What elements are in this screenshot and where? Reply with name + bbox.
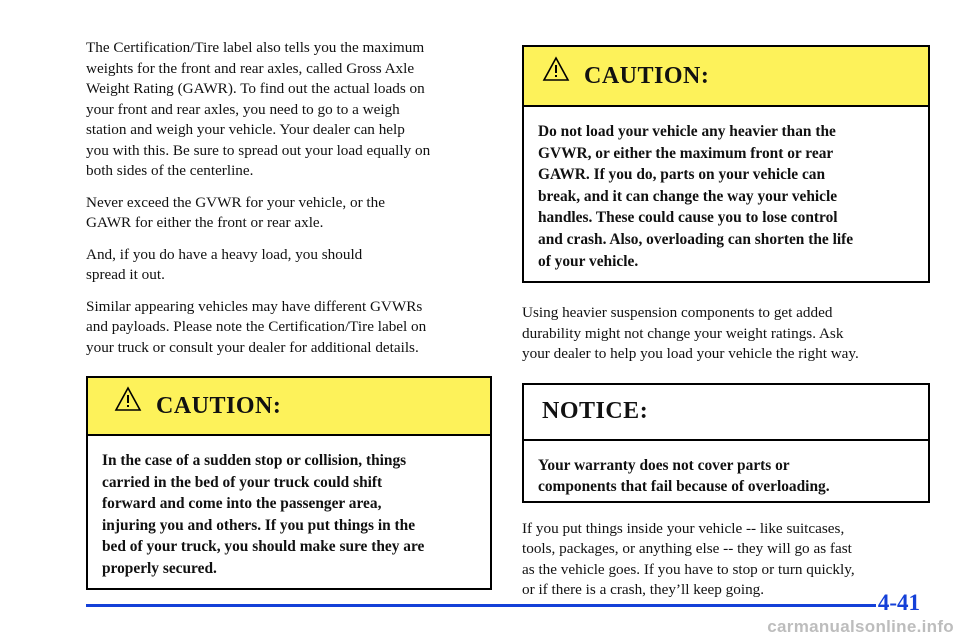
paragraph-gawr: The Certification/Tire label also tells you the maximum weights for the front and rear axles, called Gross Axle Weight Rating (GAWR). To find out the actual loads on your front and rear axles, you need to go to a weigh station and weigh your vehicle. Your dealer can help you with this. Be sure to spread out your load equally on both sides of the centerline.	[86, 39, 431, 179]
paragraph-gvwr: Never exceed the GVWR for your vehicle, or the GAWR for either the front or rear axle.	[86, 193, 385, 231]
caution-box-overload	[522, 45, 930, 283]
notice-body: Your warranty does not cover parts or components that fail because of overloading.	[538, 456, 830, 496]
caution-body: In the case of a sudden stop or collision, things carried in the bed of your truck could shift forward and come into the passenger area, injuring you and others. If you put things in the bed of your truck, you should make sure they are properly secured.	[102, 452, 425, 577]
footer-rule	[86, 604, 876, 607]
page-number: 4-41	[877, 590, 920, 615]
caution-body: Do not load your vehicle any heavier than the GVWR, or either the maximum front or rear GAWR. If you do, parts on your vehicle can break, and it can change the way your vehicle handles. These could cause you to lose control and crash. Also, overloading can shorten the life of your vehicle.	[538, 123, 854, 270]
left-column	[86, 38, 496, 590]
warning-triangle-icon	[114, 386, 142, 412]
caution-header	[524, 47, 928, 107]
warning-triangle-icon	[542, 56, 570, 82]
notice-header	[524, 385, 928, 441]
caution-header	[88, 378, 490, 436]
paragraph-similar-vehicles: Similar appearing vehicles may have different GVWRs and payloads. Please note the Certification/Tire label on your truck or consult your dealer for additional details.	[86, 297, 427, 356]
notice-box-warranty	[522, 383, 930, 503]
watermark: carmanualsonline.info	[767, 617, 954, 636]
caution-title: CAUTION:	[156, 392, 282, 419]
paragraph-heavy-load: And, if you do have a heavy load, you should spread it out.	[86, 245, 363, 283]
notice-title: NOTICE:	[542, 398, 649, 424]
right-column	[522, 45, 932, 612]
caution-title: CAUTION:	[584, 62, 710, 89]
paragraph-cargo-inside: If you put things inside your vehicle -- like suitcases, tools, packages, or anything else -- they will go as fast as the vehicle goes. If you have to stop or turn quickly, or if there is a crash, they’ll keep going.	[522, 519, 855, 598]
paragraph-suspension: Using heavier suspension components to get added durability might not change your weight ratings. Ask your dealer to help you load your vehicle the right way.	[522, 304, 859, 362]
caution-box-truck-bed	[86, 376, 492, 590]
